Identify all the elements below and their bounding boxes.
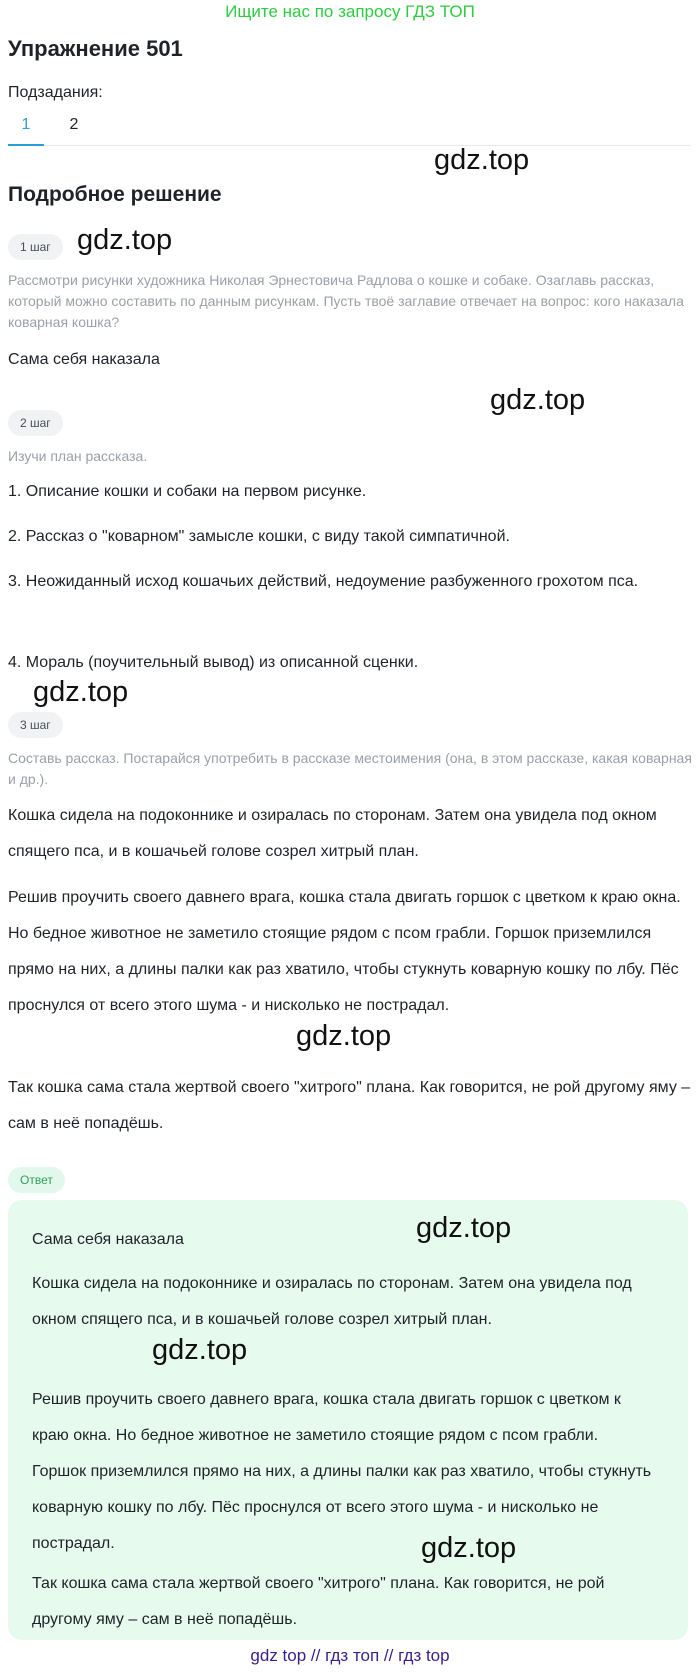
step-instruction: Изучи план рассказа. — [8, 448, 148, 464]
tab-subtask-2[interactable]: 2 — [69, 116, 79, 133]
step-paragraph: 4. Мораль (поучительный вывод) из описанной сценки. — [8, 654, 419, 671]
answer-paragraph: Кошка сидела на подоконнике и озиралась по сторонам. Затем она увидела под окном спящего пса, и в кошачьей голове созрел хитрый план. — [32, 1275, 632, 1328]
step-paragraph: Кошка сидела на подоконнике и озиралась по сторонам. Затем она увидела под окном спящего пса, и в кошачьей голове созрел хитрый план. — [8, 807, 657, 860]
answer-box — [8, 1200, 688, 1640]
step-badge: 2 шаг — [8, 410, 63, 436]
watermark: gdz.top — [77, 224, 173, 256]
answer-paragraph: Так кошка сама стала жертвой своего "хитрого" плана. Как говорится, не рой другому яму – сам в неё попадёшь. — [32, 1575, 605, 1628]
answer-paragraph: Решив проучить своего давнего врага, кошка стала двигать горшок с цветком к краю окна. Но бедное животное не заметило стоящие рядом с псом грабли. Горшок приземлился прямо на них, а длины палки как раз хватило, чтобы стукнуть коварную кошку по лбу. Пёс проснулся от всего этого шума - и нисколько не пострадал. — [32, 1391, 652, 1552]
page-title: Упражнение 501 — [8, 36, 183, 61]
answer-paragraph: Сама себя наказала — [32, 1231, 184, 1248]
subtask-tabs — [8, 116, 690, 146]
watermark: gdz.top — [421, 1532, 517, 1564]
watermark: gdz.top — [33, 676, 129, 708]
step-instruction: Рассмотри рисунки художника Николая Эрнестовича Радлова о кошке и собаке. Озаглавь рассказ, который можно составить по данным рисункам. Пусть твоё заглавие отвечает на вопрос: кого наказала коварная кошка? — [8, 272, 684, 330]
section-title: Подробное решение — [8, 183, 222, 206]
watermark: gdz.top — [490, 384, 586, 416]
step-instruction: Составь рассказ. Постарайся употребить в рассказе местоимения (она, в этом рассказе, какая коварная и др.). — [8, 750, 692, 787]
answer-badge: Ответ — [8, 1167, 65, 1193]
step-paragraph: 3. Неожиданный исход кошачьих действий, недоумение разбуженного грохотом пса. — [8, 573, 639, 590]
step-badge: 3 шаг — [8, 712, 63, 738]
step-paragraph: Сама себя наказала — [8, 351, 160, 368]
watermark: gdz.top — [416, 1212, 512, 1244]
watermark: gdz.top — [152, 1334, 248, 1366]
step-paragraph: 1. Описание кошки и собаки на первом рисунке. — [8, 483, 367, 500]
subtasks-label: Подзадания: — [8, 84, 103, 101]
step-paragraph: Так кошка сама стала жертвой своего "хитрого" плана. Как говорится, не рой другому яму – сам в неё попадёшь. — [8, 1079, 691, 1132]
step-badge: 1 шаг — [8, 234, 63, 260]
step-paragraph: Решив проучить своего давнего врага, кошка стала двигать горшок с цветком к краю окна. Но бедное животное не заметило стоящие рядом с псом грабли. Горшок приземлился прямо на них, а длины палки как раз хватило, чтобы стукнуть коварную кошку по лбу. Пёс проснулся от всего этого шума - и нисколько не пострадал. — [8, 889, 681, 1014]
watermark: gdz.top — [296, 1020, 392, 1052]
footer-links[interactable]: gdz top // гдз топ // гдз top — [250, 1646, 450, 1665]
step-paragraph: 2. Рассказ о "коварном" замысле кошки, с виду такой симпатичной. — [8, 528, 510, 545]
tab-subtask-1[interactable]: 1 — [8, 116, 44, 146]
watermark: gdz.top — [434, 144, 530, 176]
promo-banner[interactable]: Ищите нас по запросу ГДЗ ТОП — [225, 2, 475, 21]
